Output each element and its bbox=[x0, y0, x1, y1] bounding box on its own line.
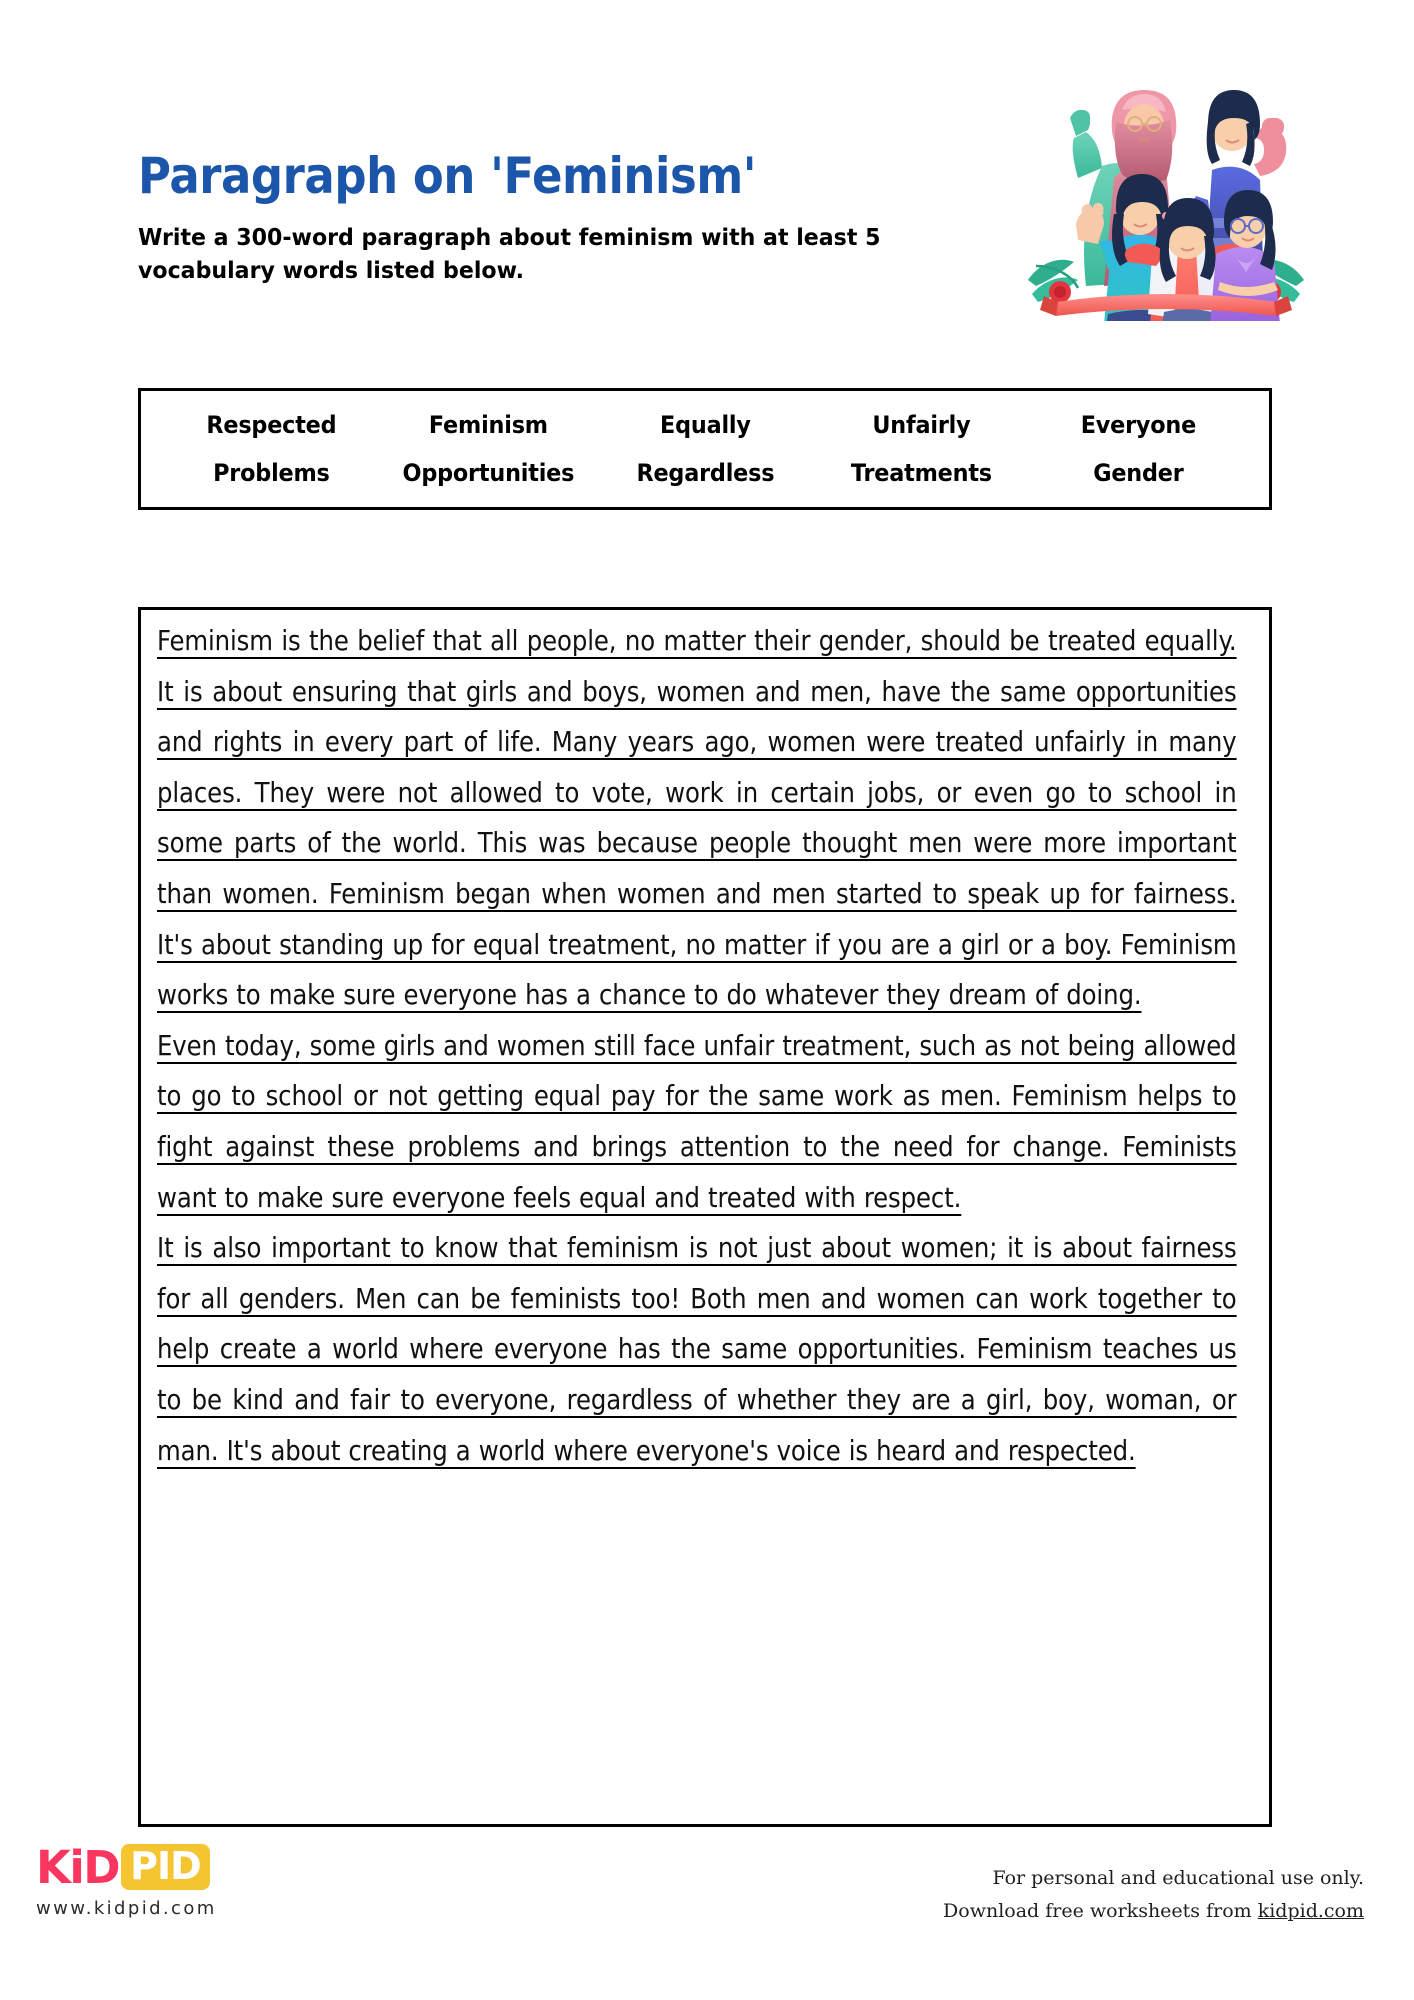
worksheet-header bbox=[138, 147, 1018, 287]
answer-writing-box[interactable] bbox=[138, 607, 1272, 1827]
vocabulary-word: Feminism bbox=[428, 411, 548, 439]
page-footer bbox=[0, 1830, 1414, 2000]
answer-paragraph-3: It is also important to know that feminism is not just about women; it is about fairness for all genders. Men can be feminists too! Both men and women can work together to help create a world where everyone has the same opportunities. Feminism teaches us to be kind and fair to everyone, regardless of whether they are a girl, boy, woman, or man. It's about creating a world where everyone's voice is heard and respected. bbox=[157, 1232, 1237, 1467]
vocabulary-word: Treatments bbox=[851, 459, 993, 487]
vocabulary-word: Equally bbox=[659, 411, 751, 439]
kidpid-logo[interactable] bbox=[36, 1840, 217, 1919]
vocabulary-row-1 bbox=[141, 411, 1269, 439]
footer-usage-note bbox=[943, 1862, 1364, 1929]
vocabulary-word: Everyone bbox=[1080, 411, 1197, 439]
answer-text-body bbox=[157, 616, 1237, 1476]
logo-pid-text: PID bbox=[121, 1844, 210, 1890]
vocabulary-row-2 bbox=[141, 459, 1269, 487]
logo-kid-text: KiD bbox=[36, 1840, 120, 1894]
footer-note-line-2 bbox=[943, 1895, 1364, 1928]
kidpid-logo-marks bbox=[36, 1840, 210, 1894]
answer-paragraph-2: Even today, some girls and women still face unfair treatment, such as not being allowed to go to school or not getting equal pay for the same work as men. Feminism helps to fight against these problems and brings attention to the need for change. Feminists want to make sure everyone feels equal and treated with respect. bbox=[157, 1029, 1237, 1214]
group-of-diverse-women-illustration bbox=[1016, 66, 1316, 321]
vocabulary-word-box bbox=[138, 388, 1272, 510]
vocabulary-word: Problems bbox=[213, 459, 330, 487]
vocabulary-word: Regardless bbox=[636, 459, 774, 487]
vocabulary-word: Opportunities bbox=[402, 459, 575, 487]
kidpid-website-link[interactable]: kidpid.com bbox=[1257, 1900, 1364, 1923]
answer-paragraph-1: Feminism is the belief that all people, no matter their gender, should be treated equally. It is about ensuring that girls and boys, women and men, have the same opportunities and rights in every part of life. Many years ago, women were treated unfairly in many places. They were not allowed to vote, work in certain jobs, or even go to school in some parts of the world. This was because people thought men were more important than women. Feminism began when women and men started to speak up for fairness. It's about standing up for equal treatment, no matter if you are a girl or a boy. Feminism works to make sure everyone has a chance to do whatever they dream of doing. bbox=[157, 625, 1237, 1012]
footer-note-line-1: For personal and educational use only. bbox=[992, 1867, 1364, 1889]
vocabulary-word: Respected bbox=[206, 411, 337, 439]
footer-note-prefix: Download free worksheets from bbox=[943, 1900, 1258, 1923]
page-title: Paragraph on 'Feminism' bbox=[138, 147, 757, 205]
vocabulary-word: Gender bbox=[1093, 459, 1184, 487]
vocabulary-word: Unfairly bbox=[872, 411, 971, 439]
worksheet-instructions: Write a 300-word paragraph about feminism with at least 5 vocabulary words listed below. bbox=[138, 222, 881, 284]
logo-website-url: www.kidpid.com bbox=[36, 1898, 217, 1919]
